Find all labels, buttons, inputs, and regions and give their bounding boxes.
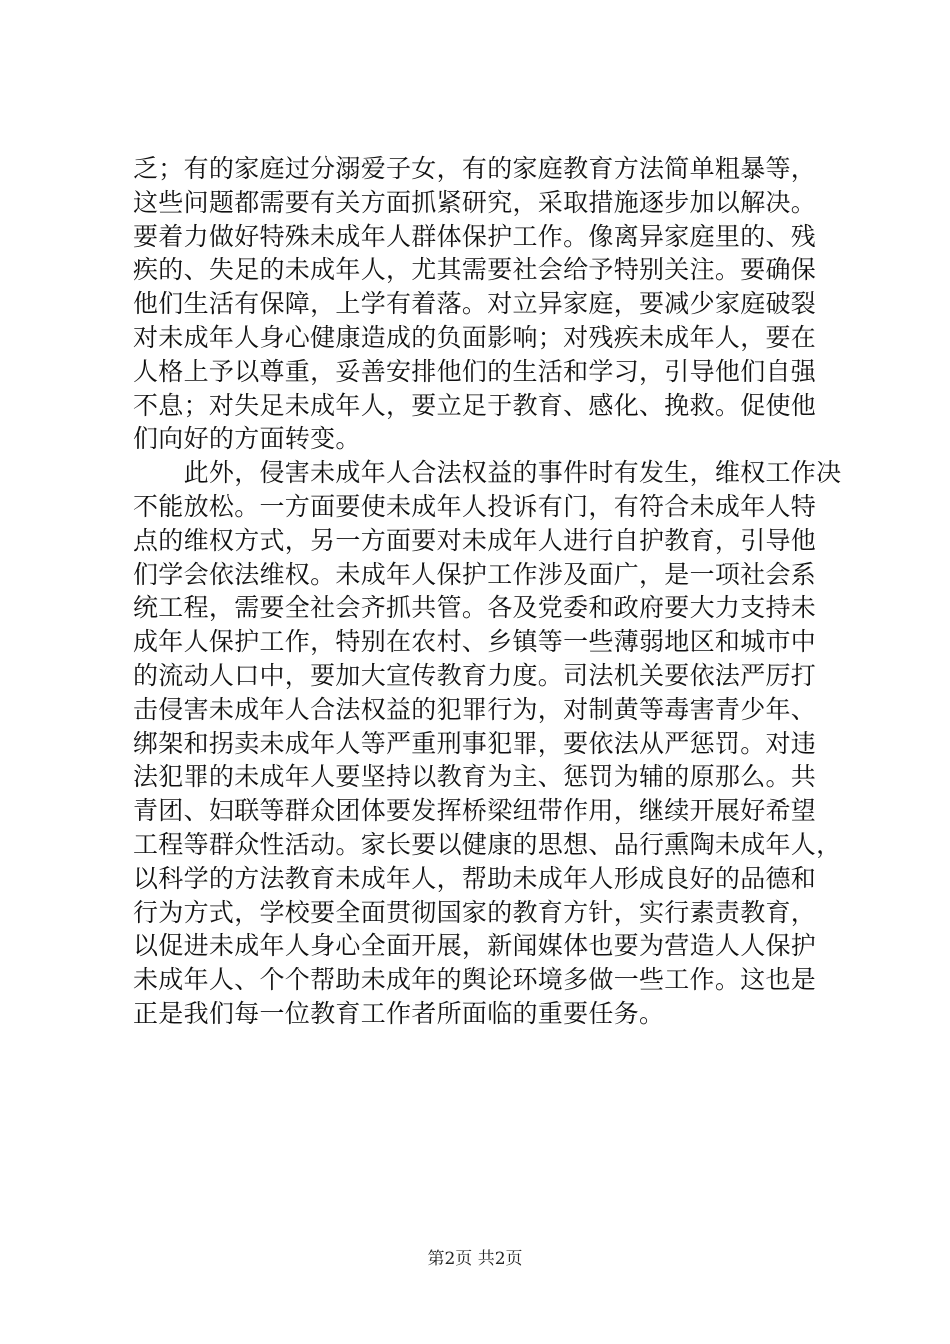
text-line: 击侵害未成年人合法权益的犯罪行为，对制黄等毒害青少年、 [133,694,817,724]
text-line: 青团、妇联等群众团体要发挥桥梁纽带作用，继续开展好希望 [133,796,817,826]
text-line: 点的维权方式，另一方面要对未成年人进行自护教育，引导他 [133,525,817,555]
body-text [133,152,842,1031]
text-line: 疾的、失足的未成年人，尤其需要社会给予特别关注。要确保 [133,255,817,285]
text-line: 以促进未成年人身心全面开展，新闻媒体也要为营造人人保护 [133,931,817,961]
text-line: 不息；对失足未成年人，要立足于教育、感化、挽救。促使他 [133,390,817,420]
text-line: 他们生活有保障，上学有着落。对立异家庭，要减少家庭破裂 [133,289,817,319]
text-line: 此外，侵害未成年人合法权益的事件时有发生，维权工作决 [133,458,842,488]
text-line: 未成年人、个个帮助未成年的舆论环境多做一些工作。这也是 [133,965,817,995]
page-number-footer: 第2页 共2页 [427,1249,523,1269]
text-line: 们学会依法维权。未成年人保护工作涉及面广，是一项社会系 [133,559,817,589]
text-line: 工程等群众性活动。家长要以健康的思想、品行熏陶未成年人， [133,829,842,859]
text-line: 不能放松。一方面要使未成年人投诉有门，有符合未成年人特 [133,491,817,521]
text-line: 法犯罪的未成年人要坚持以教育为主、惩罚为辅的原那么。共 [133,762,817,792]
text-line: 成年人保护工作，特别在农村、乡镇等一些薄弱地区和城市中 [133,627,817,657]
text-line: 正是我们每一位教育工作者所面临的重要任务。 [133,998,665,1028]
text-line: 行为方式，学校要全面贯彻国家的教育方针，实行素责教育， [133,897,817,927]
text-line: 要着力做好特殊未成年人群体保护工作。像离异家庭里的、残 [133,221,817,251]
text-line: 统工程，需要全社会齐抓共管。各及党委和政府要大力支持未 [133,593,817,623]
text-line: 这些问题都需要有关方面抓紧研究，采取措施逐步加以解决。 [133,187,817,217]
text-line: 以科学的方法教育未成年人，帮助未成年人形成良好的品德和 [133,863,817,893]
text-line: 的流动人口中，要加大宣传教育力度。司法机关要依法严厉打 [133,660,817,690]
text-line: 对未成年人身心健康造成的负面影响；对残疾未成年人，要在 [133,322,817,352]
text-line: 乏；有的家庭过分溺爱子女，有的家庭教育方法简单粗暴等， [133,154,817,183]
text-line: 人格上予以尊重，妥善安排他们的生活和学习，引导他们自强 [133,356,817,386]
text-line: 们向好的方面转变。 [133,424,361,454]
text-line: 绑架和拐卖未成年人等严重刑事犯罪，要依法从严惩罚。对违 [133,728,817,758]
